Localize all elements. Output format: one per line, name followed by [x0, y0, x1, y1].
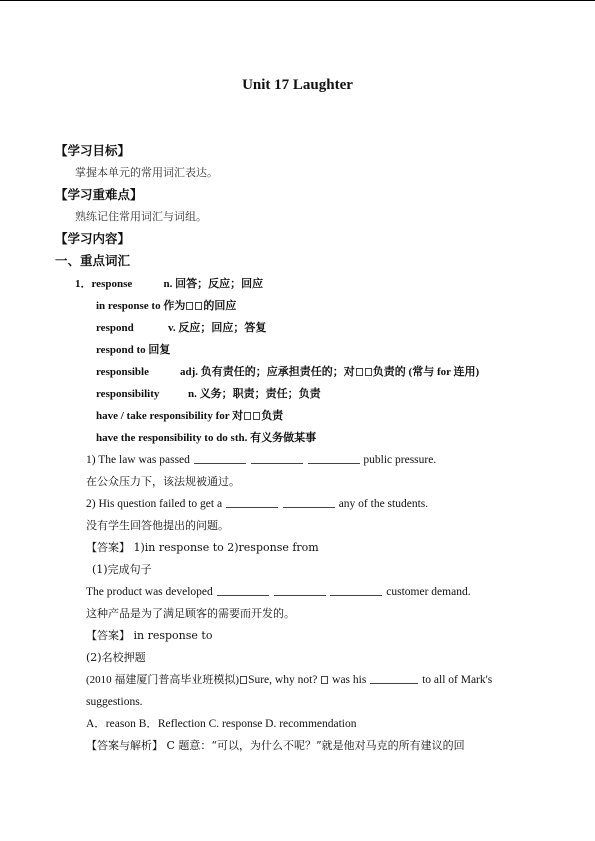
fill-blank [194, 453, 246, 464]
vocab-def-response: n. 回答；反应；回应 [163, 278, 264, 290]
exercise-4-quote: Sure, why not? [248, 674, 318, 686]
exercise-1-post: public pressure. [363, 454, 437, 466]
exercise-4-end: to all of Mark's [422, 674, 493, 686]
vocab-respond-to: respond to 回复 [96, 344, 171, 356]
exercise-3-pre: The product was developed [86, 586, 213, 598]
fill-blank [251, 453, 303, 464]
key-heading: 【学习重难点】 [55, 187, 143, 202]
exercise-3-post: customer demand. [386, 586, 471, 598]
fill-blank [330, 585, 382, 596]
vocab-word-response: response [91, 278, 133, 290]
placeholder-box-icon [195, 302, 202, 310]
vocab-def-responsibility: n. 义务；职责；责任；负责 [188, 388, 321, 400]
vocab-response [75, 277, 263, 291]
goal-text: 掌握本单元的常用词汇表达。 [75, 166, 218, 179]
exercise-4-source: (2010 福建厦门普高毕业班模拟) [86, 674, 240, 686]
placeholder-box-icon [240, 676, 247, 684]
fill-blank [217, 585, 269, 596]
vocab-def-responsible-post: 负责的 (常与 for 连用) [372, 366, 480, 378]
vocab-word-respond: respond [96, 322, 134, 334]
fill-blank [283, 497, 335, 508]
fill-blank [274, 585, 326, 596]
goal-heading: 【学习目标】 [55, 143, 131, 158]
exercise-4 [86, 673, 542, 687]
exercise-1 [86, 453, 436, 467]
exercise-3-translation: 这种产品是为了满足顾客的需要而开发的。 [86, 607, 295, 620]
exercise-2-pre: 2) His question failed to get a [86, 498, 223, 510]
answer-options: A．reason B．Reflection C. response D. recommendation [86, 718, 357, 730]
vocab-def-respond: v. 反应；回应；答复 [168, 322, 267, 334]
vocab-word-responsible: responsible [96, 366, 149, 378]
vocab-number: 1． [75, 278, 92, 290]
vocab-respond [96, 321, 266, 335]
exercise-2 [86, 497, 428, 511]
vocab-in-response-post: 的回应 [203, 300, 237, 312]
fill-blank [308, 453, 360, 464]
placeholder-box-icon [186, 302, 193, 310]
exercise-3 [86, 585, 471, 599]
vocab-have-the: have the responsibility to do sth. 有义务做某事 [96, 432, 317, 444]
fill-blank [226, 497, 278, 508]
exercise-2-post: any of the students. [338, 498, 429, 510]
vocab-word-responsibility: responsibility [96, 388, 160, 400]
answer-1: 【答案】 1)in response to 2)response from [86, 541, 319, 554]
sub-heading-complete-sentence: (1)完成句子 [92, 563, 152, 576]
vocab-have-take-pre: have / take responsibility for 对 [96, 410, 244, 422]
fill-blank [370, 673, 418, 684]
exercise-1-pre: 1) The law was passed [86, 454, 190, 466]
content-heading: 【学习内容】 [55, 231, 131, 246]
exercise-4-continued: suggestions. [86, 696, 143, 708]
vocab-in-response [96, 299, 236, 313]
placeholder-box-icon [321, 676, 328, 684]
sub-heading-exam-question: (2)名校押题 [86, 651, 146, 664]
vocab-heading: 一、重点词汇 [55, 253, 131, 268]
top-rule [0, 0, 595, 1]
answer-explanation: 【答案与解析】 C 题意：“可以，为什么不呢？”就是他对马克的所有建议的回 [86, 739, 465, 752]
vocab-have-take-post: 负责 [261, 410, 284, 422]
placeholder-box-icon [244, 412, 251, 420]
vocab-responsible [96, 365, 479, 379]
vocab-have-take [96, 409, 283, 423]
placeholder-box-icon [356, 368, 363, 376]
vocab-responsibility [96, 387, 321, 401]
placeholder-box-icon [365, 368, 372, 376]
placeholder-box-icon [253, 412, 260, 420]
key-text: 熟练记住常用词汇与词组。 [75, 210, 207, 223]
page-title: Unit 17 Laughter [242, 77, 353, 93]
answer-2: 【答案】 in response to [86, 629, 213, 642]
exercise-4-mid: was his [332, 674, 367, 686]
exercise-2-translation: 没有学生回答他提出的问题。 [86, 519, 229, 532]
exercise-1-translation: 在公众压力下，该法规被通过。 [86, 475, 240, 488]
vocab-in-response-pre: in response to 作为 [96, 300, 186, 312]
vocab-def-responsible-pre: adj. 负有责任的；应承担责任的；对 [180, 366, 355, 378]
